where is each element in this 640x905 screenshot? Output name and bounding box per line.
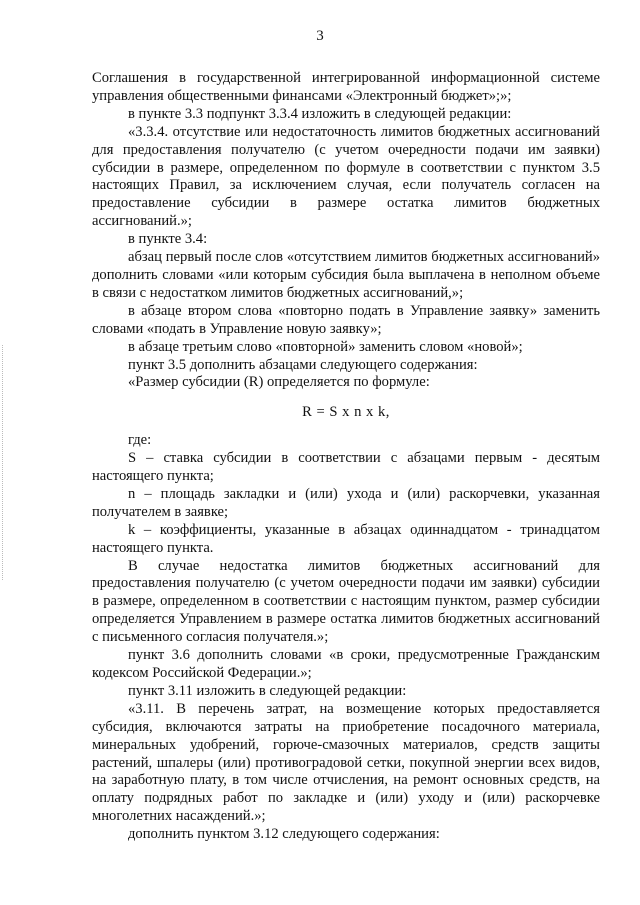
paragraph: Соглашения в государственной интегрированной информационной системе управления общественными финансами «Электронный бюджет»;»; [92,70,600,104]
paragraph: k – коэффициенты, указанные в абзацах одиннадцатом - тринадцатом настоящего пункта. [92,521,600,556]
formula: R = S x n x k, [302,404,390,421]
paragraph: абзац первый после слов «отсутствием лимитов бюджетных ассигнований» дополнить словами «или которым субсидия была выплачена в неполном объеме в связи с недостатком лимитов бюджетных ассигнований,»; [92,249,600,301]
paragraph: в пункте 3.4: [128,231,208,248]
paragraph: «3.3.4. отсутствие или недостаточность лимитов бюджетных ассигнований для предоставления получателю (с учетом очередности подачи им заявки) субсидии в размере, определенном по формуле в соответствии с пунктом 3.5 настоящих Правил, за исключением случая, если получатель согласен на предоставление субсидии в размере остатка лимитов бюджетных ассигнований.»; [92,123,600,230]
paragraph: «Размер субсидии (R) определяется по формуле: [128,374,430,391]
page-number: 3 [316,28,324,44]
paragraph: пункт 3.11 изложить в следующей редакции: [128,682,407,699]
paragraph: в абзаце третьим слово «повторной» заменить словом «новой»; [128,338,523,355]
paragraph: дополнить пунктом 3.12 следующего содержания: [128,826,440,843]
paragraph: «3.11. В перечень затрат, на возмещение которых предоставляется субсидия, включаются затраты на приобретение посадочного материала, минеральных удобрений, горюче-смазочных материалов, средств защиты растений, шпалеры (или) противоградовой сетки, покупной энергии всех видов, на заработную плату, в том числе отчисления, на ремонт основных средств, на оплату подрядных работ по закладке и (или) уходу и (или) раскорчевке многолетних насаждений.»; [92,700,600,825]
paragraph: S – ставка субсидии в соответствии с абзацами первым - десятым настоящего пункта; [92,450,600,485]
paragraph: где: [128,432,152,449]
paragraph: в абзаце втором слова «повторно подать в Управление заявку» заменить словами «подать в Управление новую заявку»; [92,302,600,337]
paragraph: пункт 3.6 дополнить словами «в сроки, предусмотренные Гражданским кодексом Российской Федерации.»; [92,647,600,681]
document-body [92,70,600,844]
paragraph: В случае недостатка лимитов бюджетных ассигнований для предоставления получателю (с учетом очередности подачи им заявки) субсидии в размере, определенном в соответствии с настоящим пунктом, размер субсидии определяется Управлением в размере остатка лимитов бюджетных ассигнований с письменного согласия получателя.»; [92,557,600,646]
paragraph: n – площадь закладки и (или) ухода и (или) раскорчевки, указанная получателем в заявке; [92,485,600,520]
margin-mark [2,345,5,580]
paragraph: пункт 3.5 дополнить абзацами следующего содержания: [128,356,478,373]
paragraph: в пункте 3.3 подпункт 3.3.4 изложить в следующей редакции: [128,105,512,122]
